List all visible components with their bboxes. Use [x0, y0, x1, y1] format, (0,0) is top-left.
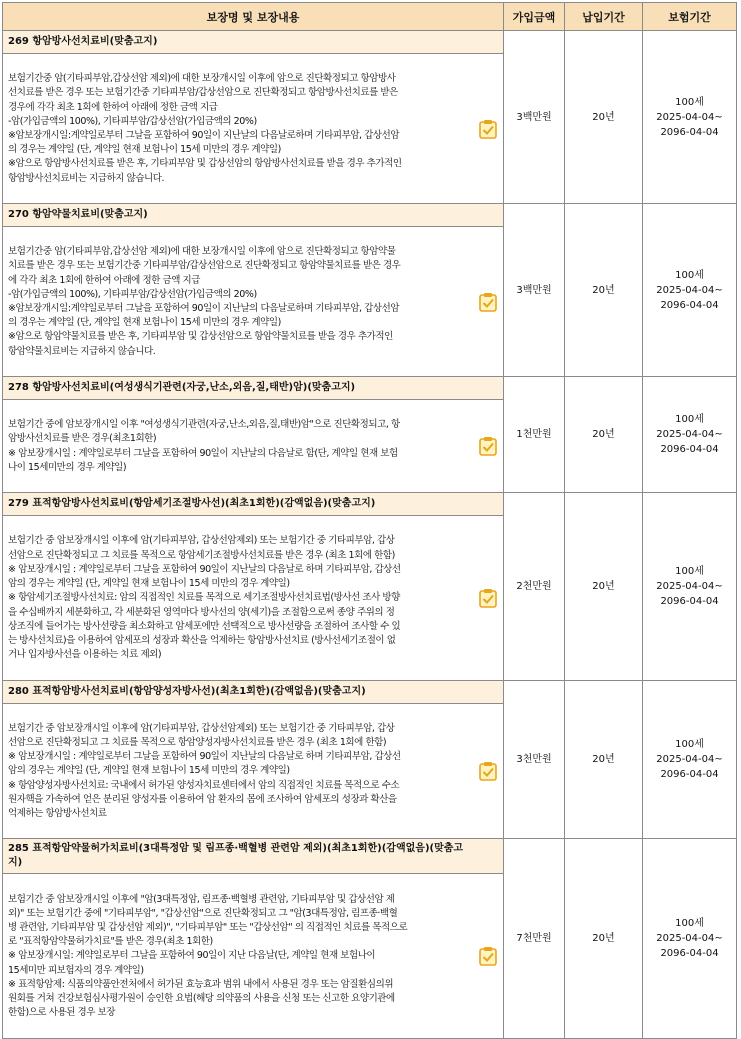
coverage-payment-period: 20년	[565, 839, 643, 1038]
header-payment-period: 납입기간	[565, 3, 643, 31]
coverage-insurance-period: 100세 2025-04-04~ 2096-04-04	[643, 839, 737, 1038]
checklist-icon	[479, 436, 497, 456]
coverage-description-cell	[3, 703, 504, 839]
checklist-icon	[479, 946, 497, 966]
header-coverage-name: 보장명 및 보장내용	[3, 3, 504, 31]
coverage-amount: 7천만원	[504, 839, 565, 1038]
coverage-description: 보험기간중 암(기타피부암,갑상선암 제외)에 대한 보장개시일 이후에 암으로 진단확정되고 항암방사 선치료를 받은 경우 또는 보험기간중 기타피부암/갑상선암으로 진단확정되고 항암방사선치료를 받은 경우에 각각 최초 1회에 한하여 아래에 정한 금액 지급 -암(가입금액의 100%), 기타피부암/갑상선암(가입금액의 20%) ※암보장개시일:계약일로부터 그날을 포함하여 90일이 지난날의 다음날로하며 기타피부암, 갑상선암 의 경우는 계약일 (단, 계약일 현재 보험나이 15세 미만의 경우 계약일) ※암으로 항암방사선치료를 받은 후, 기타피부암 및 갑상선암의 항암방사선치료를 받을 경우 추가적인 항암방사선치료비는 지급하지 않습니다.	[8, 73, 402, 184]
coverage-payment-period: 20년	[565, 680, 643, 839]
coverage-description: 보험기간 중 암보장개시일 이후에 "암(3대특정암, 림프종·백혈병 관련암, 기타피부암 및 갑상선암 제 외)" 또는 보험기간 중에 "기타피부암", "갑상선암"으로 진단확정되고 그 "암(3대특정암, 림프종·백혈 병 관련암, 기타피부암 및 갑상선암 제외)", "기타피부암" 또는 "갑상선암" 의 직접적인 치료를 목적으로 로 "표적항암약물허가치료"를 받은 경우(최초 1회한) ※ 암보장개시일: 계약일로부터 그날을 포함하여 90일이 지난 다음날(단, 계약일 현재 보험나이 15세미만 피보험자의 경우 계약일) ※ 표적항암제: 식품의약품안전처에서 허가된 효능효과 범위 내에서 사용된 경우 또는 암질환심의위 원회를 거쳐 건강보험심사평가원이 승인한 요법(해당 의약품의 사용을 신청 또는 신고한 요양기관에 한함)으로 사용된 경우 보장	[8, 893, 408, 1019]
coverage-title: 280 표적항암방사선치료비(항암양성자방사선)(최초1회한)(감액없음)(맞춤고지)	[3, 680, 504, 703]
coverage-amount: 3백만원	[504, 204, 565, 377]
coverage-title-row	[3, 680, 737, 703]
coverage-title: 285 표적항암약물허가치료비(3대특정암 및 림프종·백혈병 관련암 제외)(최초1회한)(감액없음)(맞춤고 지)	[3, 839, 504, 874]
coverage-description: 보험기간중 암(기타피부암,갑상선암 제외)에 대한 보장개시일 이후에 암으로 진단확정되고 항암약물 치료를 받은 경우 또는 보험기간중 기타피부암/갑상선암으로 진단확정되고 항암약물치료를 받은 경우 에 각각 최초 1회에 한하여 아래에 정한 금액 지급 -암(가입금액의 100%), 기타피부암/갑상선암(가입금액의 20%) ※암보장개시일:계약일로부터 그날을 포함하여 90일이 지난날의 다음날로하며 기타피부암, 갑상선암 의 경우는 계약일 (단, 계약일 현재 보험나이 15세 미만의 경우 계약일) ※암으로 항암약물치료를 받은 후, 기타피부암 및 갑상선암으로 항암약물치료를 받을 경우 추가적인 항암약물치료비는 지급하지 않습니다.	[8, 246, 401, 357]
table-header-row	[3, 3, 737, 31]
coverage-title-row	[3, 31, 737, 54]
coverage-amount: 3천만원	[504, 680, 565, 839]
coverage-payment-period: 20년	[565, 377, 643, 493]
checklist-icon	[479, 761, 497, 781]
coverage-description-cell	[3, 227, 504, 377]
header-insurance-period: 보험기간	[643, 3, 737, 31]
coverage-description: 보험기간 중에 암보장개시일 이후 "여성생식기관련(자궁,난소,외음,질,태반)암"으로 진단확정되고, 항 암방사선치료를 받은 경우(최초1회한) ※ 암보장개시일 : 계약일로부터 그날을 포함하여 90일이 지난날의 다음날로 함(단, 계약일 현재 보험 나이 15세미만의 경우 계약일)	[8, 419, 400, 473]
coverage-description-cell	[3, 400, 504, 493]
coverage-amount: 1천만원	[504, 377, 565, 493]
coverage-title: 278 항암방사선치료비(여성생식기관련(자궁,난소,외음,질,태반)암)(맞춤고지)	[3, 377, 504, 400]
coverage-title: 279 표적항암방사선치료비(항암세기조절방사선)(최초1회한)(감액없음)(맞춤고지)	[3, 493, 504, 516]
coverage-description: 보험기간 중 암보장개시일 이후에 암(기타피부암, 갑상선암제외) 또는 보험기간 중 기타피부암, 갑상 선암으로 진단확정되고 그 치료를 목적으로 항암양성자방사선치료를 받은 경우 (최초 1회에 한함) ※ 암보장개시일 : 계약일로부터 그날을 포함하여 90일이 지난날의 다음날로 하며 기타피부암, 갑상선 암의 경우는 계약일 (단, 계약일 현재 보험나이 15세 미만의 경우 계약일) ※ 항암양성자방사선치료: 국내에서 허가된 양성자치료센터에서 암의 직접적인 치료를 목적으로 수소 원자핵을 가속하여 얻은 분리된 양성자를 이용하여 암 환자의 몸에 조사하여 암세포의 성장과 확산을 억제하는 항암방사선치료	[8, 722, 401, 819]
coverage-title: 269 항암방사선치료비(맞춤고지)	[3, 31, 504, 54]
coverage-title-row	[3, 493, 737, 516]
checklist-icon	[479, 588, 497, 608]
coverage-payment-period: 20년	[565, 31, 643, 204]
coverage-payment-period: 20년	[565, 204, 643, 377]
coverage-insurance-period: 100세 2025-04-04~ 2096-04-04	[643, 493, 737, 680]
coverage-title-row	[3, 377, 737, 400]
coverage-insurance-period: 100세 2025-04-04~ 2096-04-04	[643, 680, 737, 839]
coverage-description: 보험기간 중 암보장개시일 이후에 암(기타피부암, 갑상선암제외) 또는 보험기간 중 기타피부암, 갑상 선암으로 진단확정되고 그 치료를 목적으로 항암세기조절방사선치료를 받은 경우 (최초 1회에 한함) ※ 암보장개시일 : 계약일로부터 그날을 포함하여 90일이 지난날의 다음날로 하며 기타피부암, 갑상선 암의 경우는 계약일 (단, 계약일 현재 보험나이 15세 미만의 경우 계약일) ※ 항암세기조절방사선치료: 암의 직접적인 치료를 목적으로 세기조절방사선치료법(방사선 조사 방향 을 수십배까지 세분화하고, 각 세분화된 영역마다 방사선의 양(세기)을 조절함으로써 종양 주위의 정 상조직에 들어가는 방사선량을 최소화하고 암세포에만 선택적으로 방사선량을 조절하여 조사할 수 있 는 방사선치료)을 이용하여 암세포의 성장과 확산을 억제하는 항암방사선치료 (방사선세기조절이 없 거나 입자방사선을 이용하는 치료 제외)	[8, 535, 401, 661]
coverage-title: 270 항암약물치료비(맞춤고지)	[3, 204, 504, 227]
coverage-insurance-period: 100세 2025-04-04~ 2096-04-04	[643, 377, 737, 493]
coverage-table	[2, 2, 737, 1039]
coverage-description-cell	[3, 874, 504, 1038]
header-amount: 가입금액	[504, 3, 565, 31]
coverage-title-row	[3, 839, 737, 874]
coverage-description-cell	[3, 54, 504, 204]
coverage-payment-period: 20년	[565, 493, 643, 680]
coverage-insurance-period: 100세 2025-04-04~ 2096-04-04	[643, 31, 737, 204]
coverage-amount: 2천만원	[504, 493, 565, 680]
coverage-insurance-period: 100세 2025-04-04~ 2096-04-04	[643, 204, 737, 377]
checklist-icon	[479, 119, 497, 139]
coverage-amount: 3백만원	[504, 31, 565, 204]
coverage-title-row	[3, 204, 737, 227]
coverage-description-cell	[3, 516, 504, 680]
checklist-icon	[479, 292, 497, 312]
